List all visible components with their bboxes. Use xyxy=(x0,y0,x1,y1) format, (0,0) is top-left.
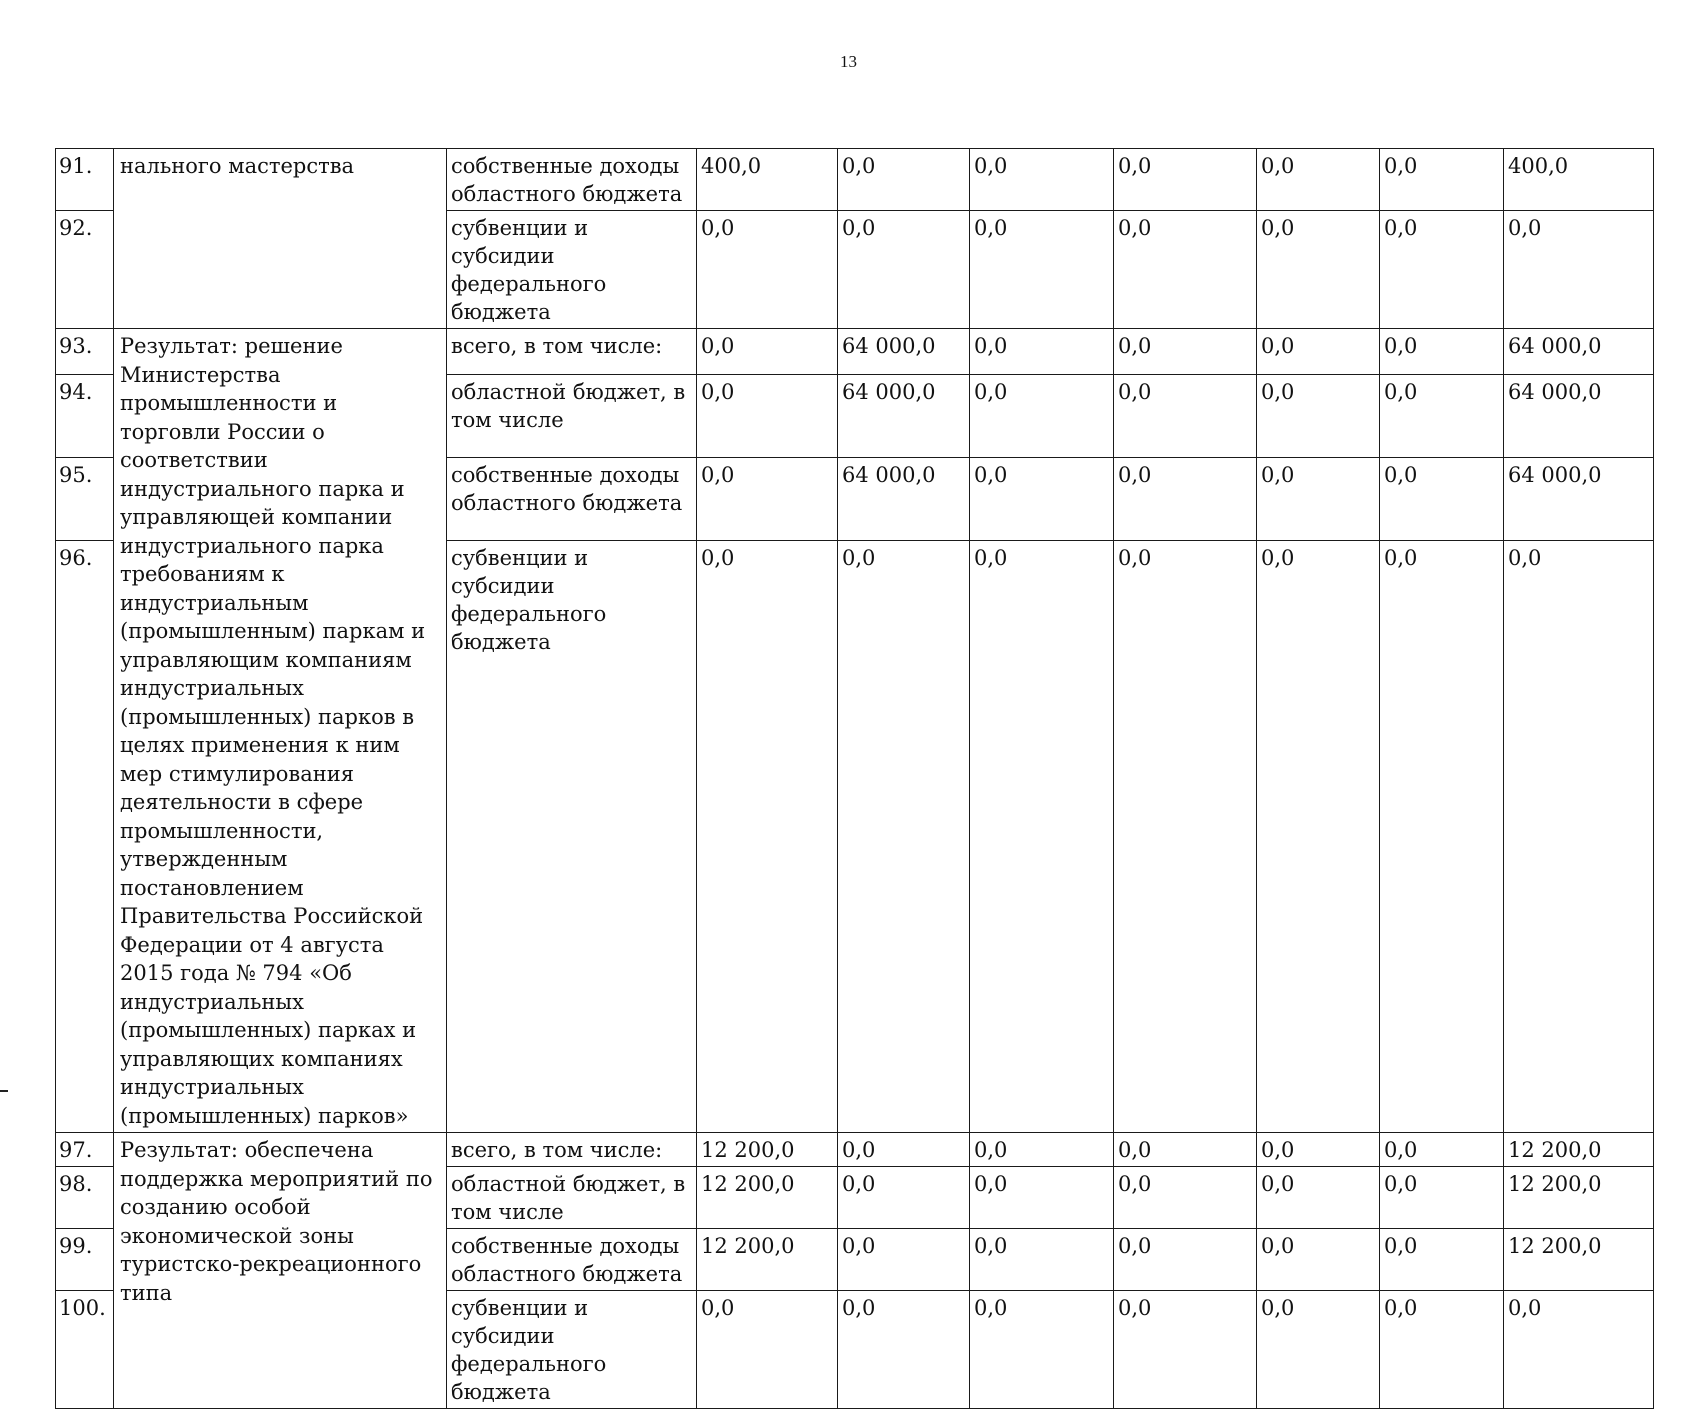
scan-edge-mark xyxy=(0,1090,8,1092)
table-row xyxy=(56,149,1654,211)
value-cell: 0,0 xyxy=(970,329,1114,375)
value-cell: 0,0 xyxy=(1257,149,1380,211)
value-cell: 0,0 xyxy=(1114,541,1257,1133)
value-cell: 0,0 xyxy=(697,1291,838,1409)
funding-source: собственные доходы областного бюджета xyxy=(447,149,697,211)
value-cell: 0,0 xyxy=(1380,374,1504,457)
value-cell: 0,0 xyxy=(1380,1167,1504,1229)
budget-table xyxy=(55,148,1654,1409)
value-cell: 0,0 xyxy=(1380,541,1504,1133)
value-cell: 0,0 xyxy=(1257,329,1380,375)
funding-source: областной бюджет, в том числе xyxy=(447,1167,697,1229)
page-number: 13 xyxy=(840,52,857,71)
result-description: нального мастерства xyxy=(114,149,447,329)
value-cell: 0,0 xyxy=(838,1229,970,1291)
value-cell: 0,0 xyxy=(1257,374,1380,457)
value-total: 64 000,0 xyxy=(1504,374,1654,457)
value-cell: 0,0 xyxy=(970,211,1114,329)
value-cell: 0,0 xyxy=(970,458,1114,541)
value-cell: 0,0 xyxy=(1114,1229,1257,1291)
row-number: 98. xyxy=(56,1167,114,1229)
funding-source: всего, в том числе: xyxy=(447,1133,697,1167)
value-cell: 0,0 xyxy=(1380,1133,1504,1167)
value-total: 64 000,0 xyxy=(1504,458,1654,541)
value-cell: 0,0 xyxy=(838,541,970,1133)
value-cell: 0,0 xyxy=(1257,541,1380,1133)
row-number: 93. xyxy=(56,329,114,375)
value-cell: 0,0 xyxy=(1257,1133,1380,1167)
funding-source: всего, в том числе: xyxy=(447,329,697,375)
row-number: 99. xyxy=(56,1229,114,1291)
value-total: 12 200,0 xyxy=(1504,1167,1654,1229)
value-cell: 0,0 xyxy=(1257,458,1380,541)
value-cell: 0,0 xyxy=(838,1133,970,1167)
value-cell: 0,0 xyxy=(1114,329,1257,375)
funding-source: областной бюджет, в том числе xyxy=(447,374,697,457)
value-cell: 0,0 xyxy=(1114,1133,1257,1167)
value-total: 0,0 xyxy=(1504,1291,1654,1409)
value-cell: 0,0 xyxy=(1114,149,1257,211)
value-cell: 0,0 xyxy=(1257,1291,1380,1409)
value-cell: 0,0 xyxy=(697,329,838,375)
value-cell: 0,0 xyxy=(838,149,970,211)
value-cell: 64 000,0 xyxy=(838,458,970,541)
value-cell: 0,0 xyxy=(970,1229,1114,1291)
row-number: 96. xyxy=(56,541,114,1133)
value-cell: 0,0 xyxy=(970,1167,1114,1229)
table-body xyxy=(56,149,1654,1409)
funding-source: собственные доходы областного бюджета xyxy=(447,458,697,541)
value-cell: 12 200,0 xyxy=(697,1167,838,1229)
value-cell: 0,0 xyxy=(1257,1229,1380,1291)
value-cell: 0,0 xyxy=(1114,1167,1257,1229)
value-cell: 0,0 xyxy=(697,211,838,329)
value-total: 12 200,0 xyxy=(1504,1133,1654,1167)
value-cell: 64 000,0 xyxy=(838,374,970,457)
value-cell: 0,0 xyxy=(838,1291,970,1409)
value-cell: 0,0 xyxy=(1380,458,1504,541)
value-cell: 64 000,0 xyxy=(838,329,970,375)
value-cell: 0,0 xyxy=(1257,211,1380,329)
value-cell: 0,0 xyxy=(1380,211,1504,329)
row-number: 97. xyxy=(56,1133,114,1167)
value-cell: 0,0 xyxy=(1380,1229,1504,1291)
table-row xyxy=(56,329,1654,375)
value-cell: 0,0 xyxy=(1380,329,1504,375)
value-cell: 0,0 xyxy=(970,374,1114,457)
value-cell: 0,0 xyxy=(1114,1291,1257,1409)
value-cell: 0,0 xyxy=(970,149,1114,211)
value-total: 0,0 xyxy=(1504,211,1654,329)
value-cell: 12 200,0 xyxy=(697,1229,838,1291)
funding-source: собственные доходы областного бюджета xyxy=(447,1229,697,1291)
result-description: Результат: обеспечена поддержка мероприятий по созданию особой экономической зоны туристско-рекреационного типа xyxy=(114,1133,447,1409)
funding-source: субвенции и субсидии федерального бюджета xyxy=(447,541,697,1133)
value-total: 64 000,0 xyxy=(1504,329,1654,375)
value-cell: 12 200,0 xyxy=(697,1133,838,1167)
value-cell: 0,0 xyxy=(697,458,838,541)
row-number: 94. xyxy=(56,374,114,457)
value-cell: 0,0 xyxy=(1114,458,1257,541)
value-cell: 0,0 xyxy=(697,374,838,457)
value-cell: 0,0 xyxy=(970,1133,1114,1167)
value-cell: 0,0 xyxy=(838,1167,970,1229)
value-cell: 0,0 xyxy=(970,1291,1114,1409)
value-total: 400,0 xyxy=(1504,149,1654,211)
value-total: 0,0 xyxy=(1504,541,1654,1133)
table-row xyxy=(56,1133,1654,1167)
row-number: 91. xyxy=(56,149,114,211)
row-number: 100. xyxy=(56,1291,114,1409)
funding-source: субвенции и субсидии федерального бюджета xyxy=(447,211,697,329)
value-cell: 0,0 xyxy=(697,541,838,1133)
value-total: 12 200,0 xyxy=(1504,1229,1654,1291)
row-number: 92. xyxy=(56,211,114,329)
value-cell: 0,0 xyxy=(1257,1167,1380,1229)
funding-source: субвенции и субсидии федерального бюджета xyxy=(447,1291,697,1409)
value-cell: 0,0 xyxy=(1380,1291,1504,1409)
value-cell: 400,0 xyxy=(697,149,838,211)
result-description: Результат: решение Министерства промышленности и торговли России о соответствии индустриального парка и управляющей компании индустриального парка требованиям к индустриальным (промышленным) паркам и управляющим компаниям индустриальных (промышленных) парков в целях применения к ним мер стимулирования деятельности в сфере промышленности, утвержденным постановлением Правительства Российской Федерации от 4 августа 2015 года № 794 «Об индустриальных (промышленных) парках и управляющих компаниях индустриальных (промышленных) парков» xyxy=(114,329,447,1133)
value-cell: 0,0 xyxy=(1114,211,1257,329)
value-cell: 0,0 xyxy=(970,541,1114,1133)
row-number: 95. xyxy=(56,458,114,541)
value-cell: 0,0 xyxy=(1114,374,1257,457)
value-cell: 0,0 xyxy=(1380,149,1504,211)
value-cell: 0,0 xyxy=(838,211,970,329)
